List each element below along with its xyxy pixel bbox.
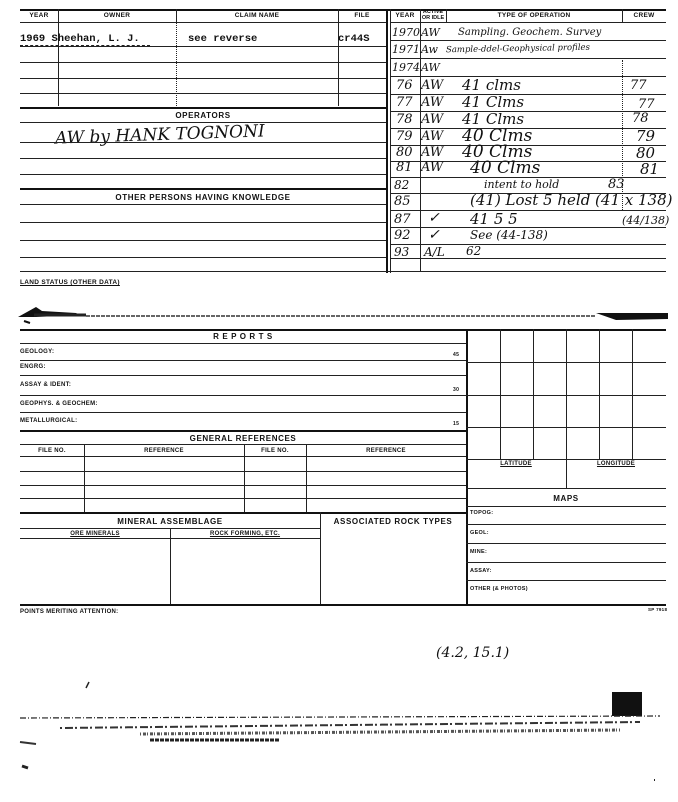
ops-year: 76 <box>396 78 413 93</box>
points-meriting-label: POINTS MERITING ATTENTION: <box>20 609 119 615</box>
ore-minerals-header: ORE MINERALS <box>70 531 120 537</box>
ops-type: 40 Clms <box>470 158 541 178</box>
ops-year: 87 <box>394 212 411 227</box>
ops-status: AW <box>421 160 444 175</box>
handwritten-coordinates: (4.2, 15.1) <box>436 645 510 661</box>
ops-type: (41) Lost 5 held (41 x 138) <box>470 191 673 209</box>
ops-type: See (44-138) <box>470 228 548 242</box>
header-type-of-operation: TYPE OF OPERATION <box>497 12 571 19</box>
file-entry: cr44S <box>338 33 370 45</box>
reports-title: R E P O R T S <box>213 332 273 341</box>
latitude-label: LATITUDE <box>500 461 532 467</box>
ref-header-reference-2: REFERENCE <box>366 448 406 454</box>
general-references-title: GENERAL REFERENCES <box>189 434 297 443</box>
header-year: YEAR <box>29 12 49 19</box>
associated-rock-types-title: ASSOCIATED ROCK TYPES <box>333 517 453 526</box>
ops-type: 41 Clms <box>462 110 525 128</box>
ops-year: 81 <box>396 160 413 175</box>
land-status-label: LAND STATUS (OTHER DATA) <box>20 279 120 286</box>
maps-title: MAPS <box>553 494 579 503</box>
maps-item-other: OTHER (& PHOTOS) <box>470 586 528 592</box>
longitude-label: LONGITUDE <box>596 461 636 467</box>
ops-status: AW <box>421 145 444 160</box>
ops-status: A/L <box>424 245 445 259</box>
ops-year: 79 <box>396 129 413 144</box>
claim-name-entry: see reverse <box>188 33 258 45</box>
ops-year: 77 <box>396 95 413 110</box>
ops-type: 41 clms <box>462 76 521 94</box>
ops-crew: 77 <box>638 97 655 112</box>
ops-year: 82 <box>394 178 410 192</box>
header-year-2: YEAR <box>395 12 415 19</box>
ops-status: AW <box>421 112 444 127</box>
reports-row-num: 15 <box>453 421 460 427</box>
ref-header-reference: REFERENCE <box>144 448 184 454</box>
ops-year: 93 <box>394 245 410 259</box>
ops-crew: 81 <box>640 160 660 178</box>
ops-status: Aw <box>421 43 438 56</box>
mineral-assemblage-title: MINERAL ASSEMBLAGE <box>117 517 223 526</box>
ops-year: 1970 <box>392 26 420 39</box>
ops-year: 78 <box>396 112 413 127</box>
header-active-or-idle: ACTIVE OR IDLE <box>421 9 445 21</box>
first-owner-entry: 1969 Sheehan, L. J. <box>20 33 140 45</box>
reports-row-label: ASSAY & IDENT: <box>20 382 72 388</box>
rock-forming-header: ROCK FORMING, ETC. <box>209 531 281 537</box>
ops-year: 80 <box>396 145 413 160</box>
reports-row-label: METALLURGICAL: <box>20 418 78 424</box>
ops-type: Sample-ddel-Geophysical profiles <box>445 42 590 56</box>
ref-header-file-no-2: FILE NO. <box>261 448 289 454</box>
maps-item-assay: ASSAY: <box>470 568 492 574</box>
header-claim-name: CLAIM NAME <box>234 12 280 19</box>
ops-year: 92 <box>394 228 411 243</box>
scan-artifact-band <box>16 303 670 325</box>
ops-status: ✓ <box>428 210 440 226</box>
ops-crew: 80 <box>636 144 656 162</box>
ops-status: AW <box>421 26 440 39</box>
ops-type: 62 <box>466 244 482 258</box>
ops-year: 1971 <box>392 43 420 56</box>
maps-item-geol: GEOL: <box>470 530 489 536</box>
reports-row-label: ENGRG: <box>20 364 46 370</box>
ops-year: 1974 <box>392 61 420 74</box>
ops-type: 41 5 5 <box>470 210 518 228</box>
ops-type: Sampling. Geochem. Survey <box>458 27 602 38</box>
reports-row-label: GEOLOGY: <box>20 349 55 355</box>
maps-item-mine: MINE: <box>470 549 488 555</box>
ops-crew: 83 <box>608 177 625 192</box>
reports-row-num: 30 <box>453 387 460 393</box>
ops-crew: 79 <box>636 127 656 145</box>
ops-status: ✓ <box>428 227 440 243</box>
ops-status: AW <box>421 95 444 110</box>
ref-header-file-no: FILE NO. <box>38 448 66 454</box>
form-number: SP 7918 <box>648 607 668 612</box>
reports-row-num: 45 <box>453 352 460 358</box>
maps-item-topog: TOPOG: <box>470 510 494 516</box>
ops-crew: (44/138) <box>622 214 670 227</box>
ops-type: intent to hold <box>484 178 560 191</box>
other-persons-title: OTHER PERSONS HAVING KNOWLEDGE <box>115 193 291 202</box>
header-owner: OWNER <box>103 12 131 19</box>
reports-row-label: GEOPHYS. & GEOCHEM: <box>20 401 98 407</box>
ops-status: AW <box>421 129 444 144</box>
ops-crew: 78 <box>632 111 649 126</box>
ops-status: AW <box>421 61 440 74</box>
ops-year: 85 <box>394 194 411 209</box>
header-file: FILE <box>354 12 370 19</box>
header-crew: CREW <box>633 12 655 19</box>
operators-title: OPERATORS <box>175 111 231 120</box>
ops-type: 40 Clms <box>462 126 533 146</box>
operators-handwritten: AW by HANK TOGNONI <box>54 121 265 149</box>
ops-crew: 77 <box>630 78 647 93</box>
ops-status: AW <box>421 78 444 93</box>
ops-type: 40 Clms <box>462 142 533 162</box>
ops-type: 41 Clms <box>462 93 525 111</box>
scan-noise-bottom <box>0 670 678 802</box>
